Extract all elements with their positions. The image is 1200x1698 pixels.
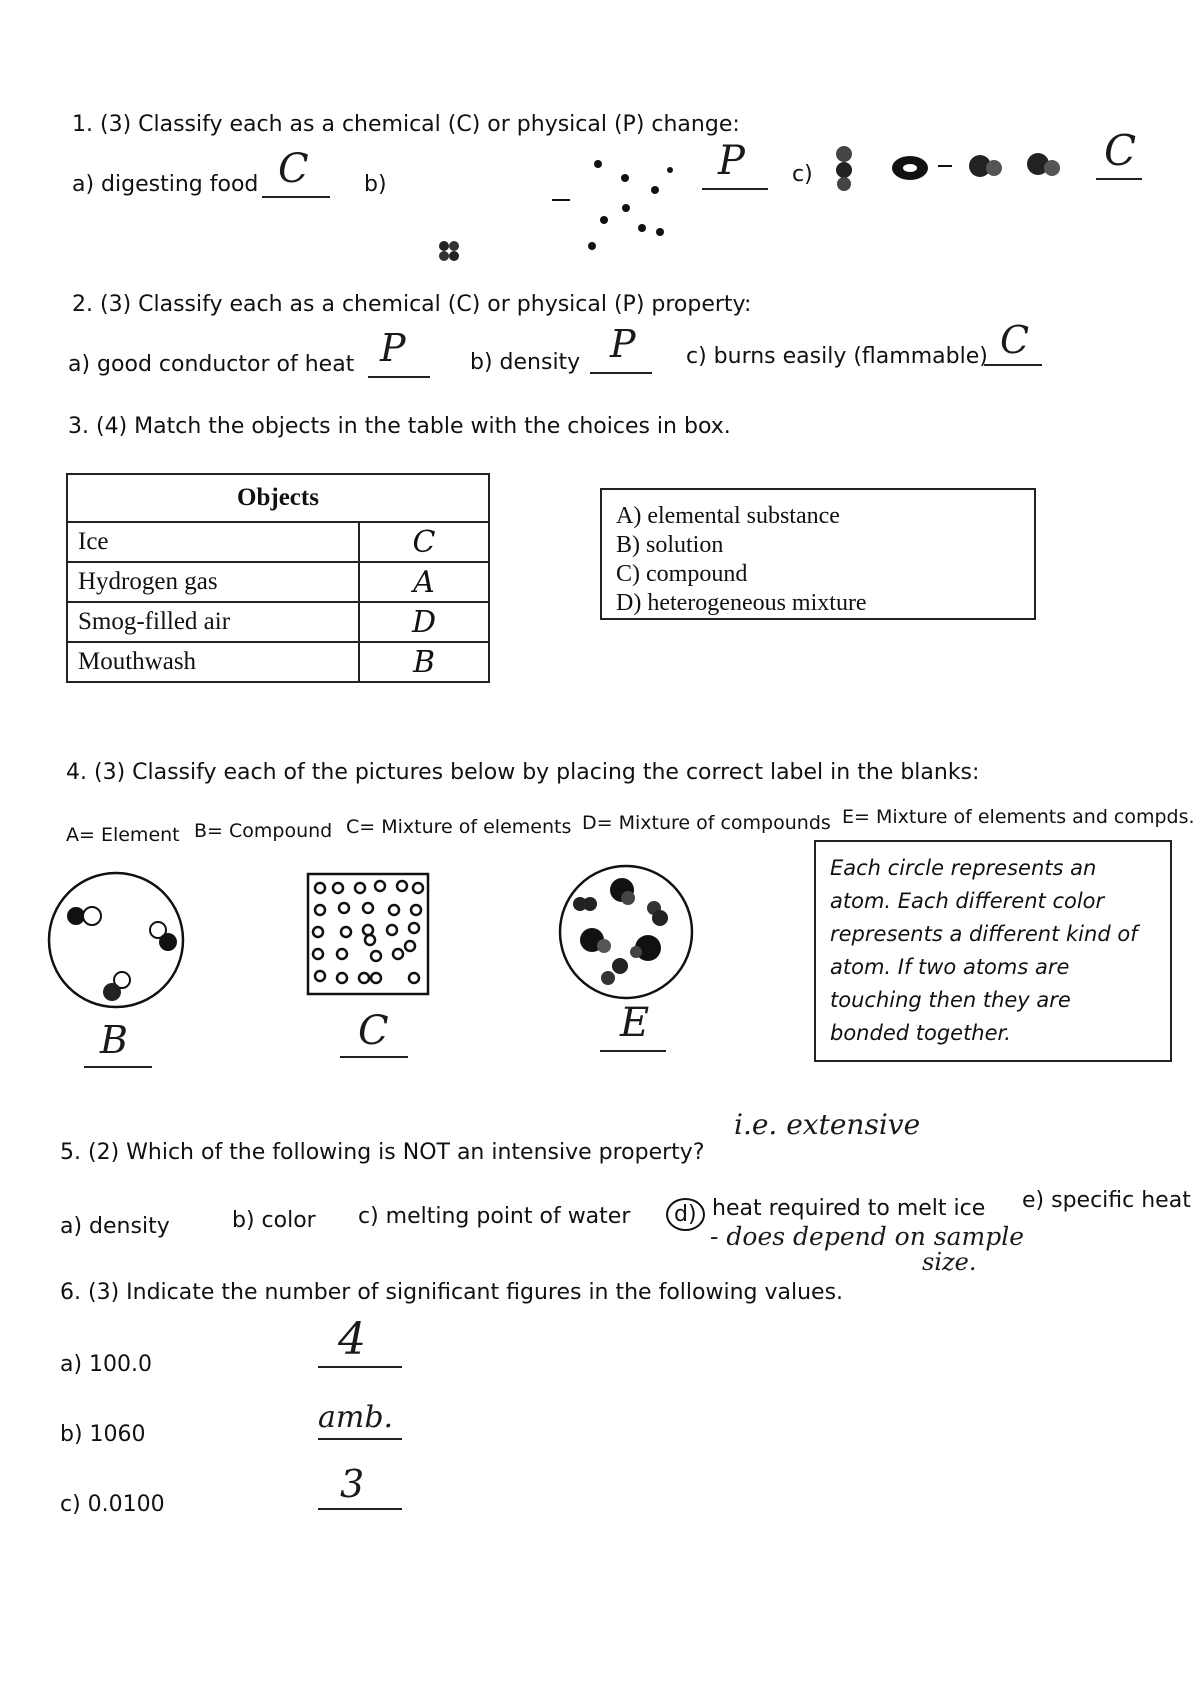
q4-label-b: B= Compound xyxy=(194,820,333,842)
q4-note-box xyxy=(814,840,1172,1062)
q6-item-label: c) 0.0100 xyxy=(60,1492,165,1517)
q5-handwritten-reason-2: size. xyxy=(922,1248,977,1276)
q5-option-a[interactable]: a) density xyxy=(60,1214,170,1239)
q4-prompt: 4. (3) Classify each of the pictures below by placing the correct label in the blanks: xyxy=(66,760,980,785)
q4-note-line: Each circle represents an xyxy=(830,856,1097,880)
q3-choice: A) elemental substance xyxy=(616,503,840,529)
q5-option-d-circled[interactable]: d) xyxy=(666,1198,705,1231)
q1-c-blank[interactable] xyxy=(1096,178,1142,180)
q4-picture-3 xyxy=(556,862,696,1002)
q2-a-answer: P xyxy=(380,326,406,370)
q1-a-label: a) digesting food xyxy=(72,172,259,197)
q4-label-e: E= Mixture of elements and compds. xyxy=(842,806,1195,828)
q1-c-label: c) xyxy=(792,162,813,187)
q5-option-d-text[interactable]: heat required to melt ice xyxy=(712,1196,986,1221)
q3-answer[interactable]: D xyxy=(359,602,489,642)
q3-answer[interactable]: C xyxy=(359,522,489,562)
q1-a-blank[interactable] xyxy=(262,196,330,198)
q6-answer: 3 xyxy=(340,1462,365,1506)
q4-answer-2: C xyxy=(358,1008,389,1054)
q3-answer[interactable]: A xyxy=(359,562,489,602)
q4-note-line: atom. Each different color xyxy=(830,889,1105,913)
q2-b-label: b) density xyxy=(470,350,581,375)
q6-answer: amb. xyxy=(318,1400,394,1435)
q5-handwritten-note: i.e. extensive xyxy=(734,1108,921,1141)
q3-object: Hydrogen gas xyxy=(67,562,359,602)
q3-table-header: Objects xyxy=(67,474,489,522)
q4-label-d: D= Mixture of compounds xyxy=(582,812,831,834)
q6-item-label: a) 100.0 xyxy=(60,1352,153,1377)
q6-blank[interactable] xyxy=(318,1508,402,1510)
q3-object: Ice xyxy=(67,522,359,562)
q1-a-answer: C xyxy=(278,146,309,192)
q5-handwritten-reason-1: - does depend on sample xyxy=(710,1222,1025,1251)
q1-c-answer: C xyxy=(1104,126,1137,175)
q4-blank-1[interactable] xyxy=(84,1066,152,1068)
q3-choice: B) solution xyxy=(616,532,724,558)
table-row xyxy=(67,602,489,642)
q2-a-label: a) good conductor of heat xyxy=(68,352,355,377)
q6-blank[interactable] xyxy=(318,1366,402,1368)
table-row xyxy=(67,522,489,562)
q1-b-label: b) xyxy=(364,172,387,197)
q2-b-answer: P xyxy=(610,322,636,366)
q1-b-solid-cluster xyxy=(436,238,466,264)
table-row xyxy=(67,562,489,602)
q3-object: Smog-filled air xyxy=(67,602,359,642)
q4-note-line: bonded together. xyxy=(830,1021,1011,1045)
q1-c-reaction-illustration xyxy=(830,144,1090,194)
q2-a-blank[interactable] xyxy=(368,376,430,378)
q3-object: Mouthwash xyxy=(67,642,359,682)
q4-answer-3: E xyxy=(620,1000,650,1046)
q3-objects-table xyxy=(66,473,490,683)
q5-option-e[interactable]: e) specific heat xyxy=(1022,1188,1191,1213)
q2-b-blank[interactable] xyxy=(590,372,652,374)
q3-choices-box xyxy=(600,488,1036,620)
table-row xyxy=(67,642,489,682)
q3-choice: D) heterogeneous mixture xyxy=(616,590,867,616)
q4-blank-2[interactable] xyxy=(340,1056,408,1058)
q1-b-answer: P xyxy=(718,138,745,184)
q3-answer[interactable]: B xyxy=(359,642,489,682)
q6-prompt: 6. (3) Indicate the number of significant figures in the following values. xyxy=(60,1280,844,1305)
q2-prompt: 2. (3) Classify each as a chemical (C) or physical (P) property: xyxy=(72,292,752,317)
q3-prompt: 3. (4) Match the objects in the table with the choices in box. xyxy=(68,414,731,439)
q4-label-a: A= Element xyxy=(66,824,180,846)
q3-choice: C) compound xyxy=(616,561,748,587)
q6-answer: 4 xyxy=(338,1314,366,1365)
q4-answer-1: B xyxy=(100,1018,128,1062)
q4-note-line: touching then they are xyxy=(830,988,1071,1012)
q2-c-label: c) burns easily (flammable) xyxy=(686,344,988,369)
q4-note-line: represents a different kind of xyxy=(830,922,1138,946)
q4-note-line: atom. If two atoms are xyxy=(830,955,1070,979)
q2-c-blank[interactable] xyxy=(984,364,1042,366)
q5-option-b[interactable]: b) color xyxy=(232,1208,316,1233)
q1-prompt: 1. (3) Classify each as a chemical (C) or physical (P) change: xyxy=(72,112,740,137)
q5-prompt: 5. (2) Which of the following is NOT an intensive property? xyxy=(60,1140,705,1165)
q4-blank-3[interactable] xyxy=(600,1050,666,1052)
q6-blank[interactable] xyxy=(318,1438,402,1440)
q4-picture-2 xyxy=(306,870,432,996)
q1-b-blank[interactable] xyxy=(702,188,768,190)
q6-item-label: b) 1060 xyxy=(60,1422,146,1447)
q4-picture-1 xyxy=(46,870,186,1010)
q4-label-c: C= Mixture of elements xyxy=(346,816,572,838)
q2-c-answer: C xyxy=(1000,318,1030,362)
q5-option-c[interactable]: c) melting point of water xyxy=(358,1204,631,1229)
q1-b-particles-illustration xyxy=(550,150,670,260)
